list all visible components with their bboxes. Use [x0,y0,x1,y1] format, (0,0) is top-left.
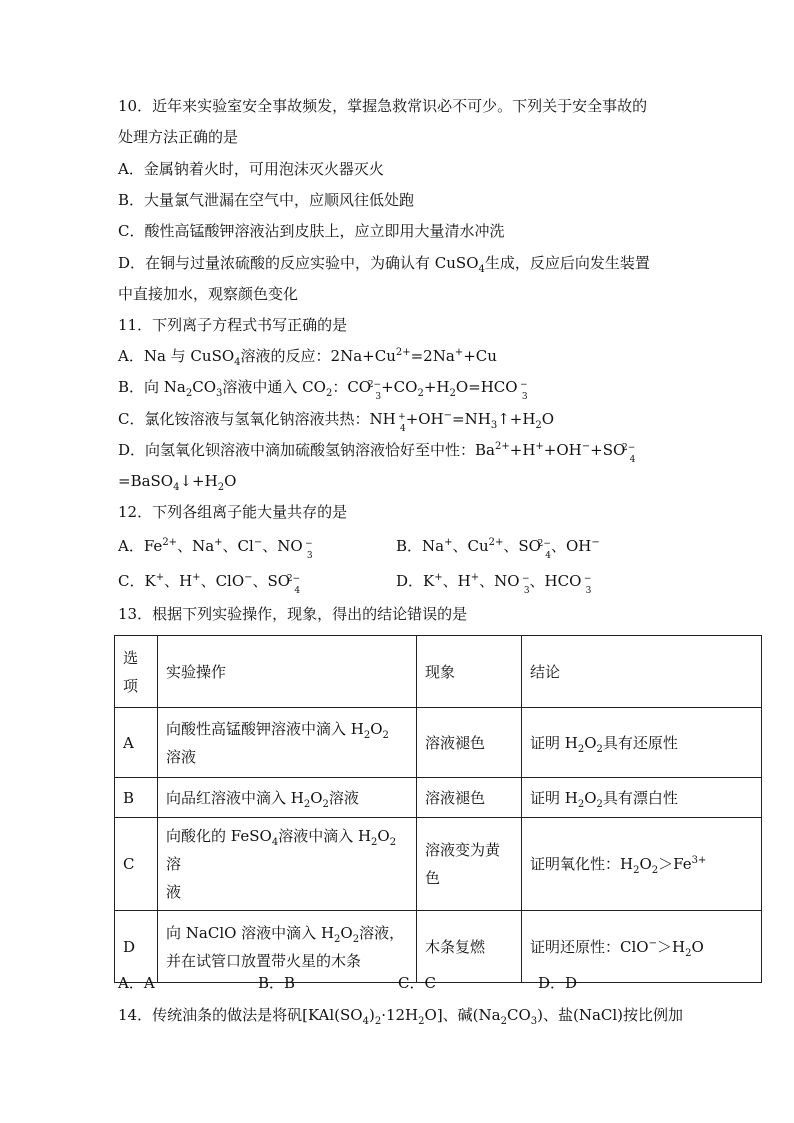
row-operation: 向 NaClO 溶液中滴入 $H_2O_2$溶液， 并在试管口放置带火星的木条 [158,911,417,983]
row-conclusion: 证明氧化性：$H_2O_2>Fe^{3+}$ [522,818,762,911]
q11-stem: 11．下列离子方程式书写正确的是 [118,316,348,334]
header-operation: 实验操作 [158,636,417,708]
q10-stem-line2: 处理方法正确的是 [118,128,239,146]
row-phenomenon: 溶液褪色 [417,708,522,778]
q10-option-c: C．酸性高锰酸钾溶液沾到皮肤上，应立即用大量清水冲洗 [118,222,505,240]
q10-option-d-line1: D．在铜与过量浓硫酸的反应实验中，为确认有 CuSO$_4$生成，反应后向发生装置 [118,254,650,275]
row-phenomenon: 木条复燃 [417,911,522,983]
row-phenomenon: 溶液褪色 [417,778,522,818]
q10-stem-line1: 10．近年来实验室安全事故频发，掌握急救常识必不可少。下列关于安全事故的 [118,97,648,115]
q13-choice-a: A．A [118,974,155,992]
q12-option-b: B．Na+、$Cu^{2+}$、SO 2− 4 、OH− [396,537,600,561]
row-option: D [115,911,158,983]
row-operation: 向酸化的 FeSO$_4$溶液中滴入 $H_2O_2$溶 液 [158,818,417,911]
q10-option-b: B．大量氯气泄漏在空气中，应顺风往低处跑 [118,191,415,209]
row-option: C [115,818,158,911]
q13-choice-b: B．B [258,974,296,992]
q13-choice-d: D．D [538,974,578,992]
q10-option-a: A．金属钠着火时，可用泡沫灭火器灭火 [118,160,384,178]
row-option: B [115,778,158,818]
q11-option-a: A．Na 与 CuSO$_4$溶液的反应：$2Na+Cu^{2+}=2Na^++Cu$ [118,347,497,368]
table-row [115,708,762,778]
q12-stem: 12．下列各组离子能大量共存的是 [118,503,348,521]
row-conclusion: 证明还原性：$ClO^->H_2O$ [522,911,762,983]
q13-stem: 13．根据下列实验操作，现象，得出的结论错误的是 [118,605,468,623]
row-operation: 向酸性高锰酸钾溶液中滴入 $H_2O_2$ 溶液 [158,708,417,778]
table-row [115,911,762,983]
table-row [115,778,762,818]
table-header-row [115,636,762,708]
q11-option-d-line1: D．向氢氧化钡溶液中滴加硫酸氢钠溶液恰好至中性：$Ba^{2+}+H^++OH^-+SO$ 2− 4 [118,441,636,465]
header-phenomenon: 现象 [417,636,522,708]
q10-option-d-line2: 中直接加水，观察颜色变化 [118,285,299,303]
table-row [115,818,762,911]
q11-option-b: B．向 $Na_2CO_3$溶液中通入 $CO_2$：CO 2− 3 $+CO_2+H_2O=HCO$ − 3 [118,378,528,402]
q12-option-d: D．K+、H+、NO − 3 、HCO − 3 [396,572,592,596]
row-conclusion: 证明 $H_2O_2$具有漂白性 [522,778,762,818]
q14-stem: 14．传统油条的做法是将矾$[KAl(SO_4)_2\cdot 12H_2O]$、碱$(Na_2CO_3)$、盐(NaCl)按比例加 [118,1006,684,1027]
header-conclusion: 结论 [522,636,762,708]
q13-table [114,635,762,983]
row-operation: 向品红溶液中滴入 $H_2O_2$溶液 [158,778,417,818]
header-option: 选项 [115,636,158,708]
row-option: A [115,708,158,778]
q11-option-d-line2: $=BaSO_4↓+H_2O$ [118,472,237,493]
row-phenomenon: 溶液变为黄 色 [417,818,522,911]
q11-option-c: C．氯化铵溶液与氢氧化钠溶液共热：NH + 4 $+OH^-=NH_3↑+H_2O$ [118,410,555,434]
q12-option-a: A．$Fe^{2+}$、Na+、Cl−、NO − 3 [118,537,313,561]
row-conclusion: 证明 $H_2O_2$具有还原性 [522,708,762,778]
q13-choice-c: C．C [398,974,436,992]
q12-option-c: C．K+、H+、ClO−、SO 2− 4 [118,572,301,596]
